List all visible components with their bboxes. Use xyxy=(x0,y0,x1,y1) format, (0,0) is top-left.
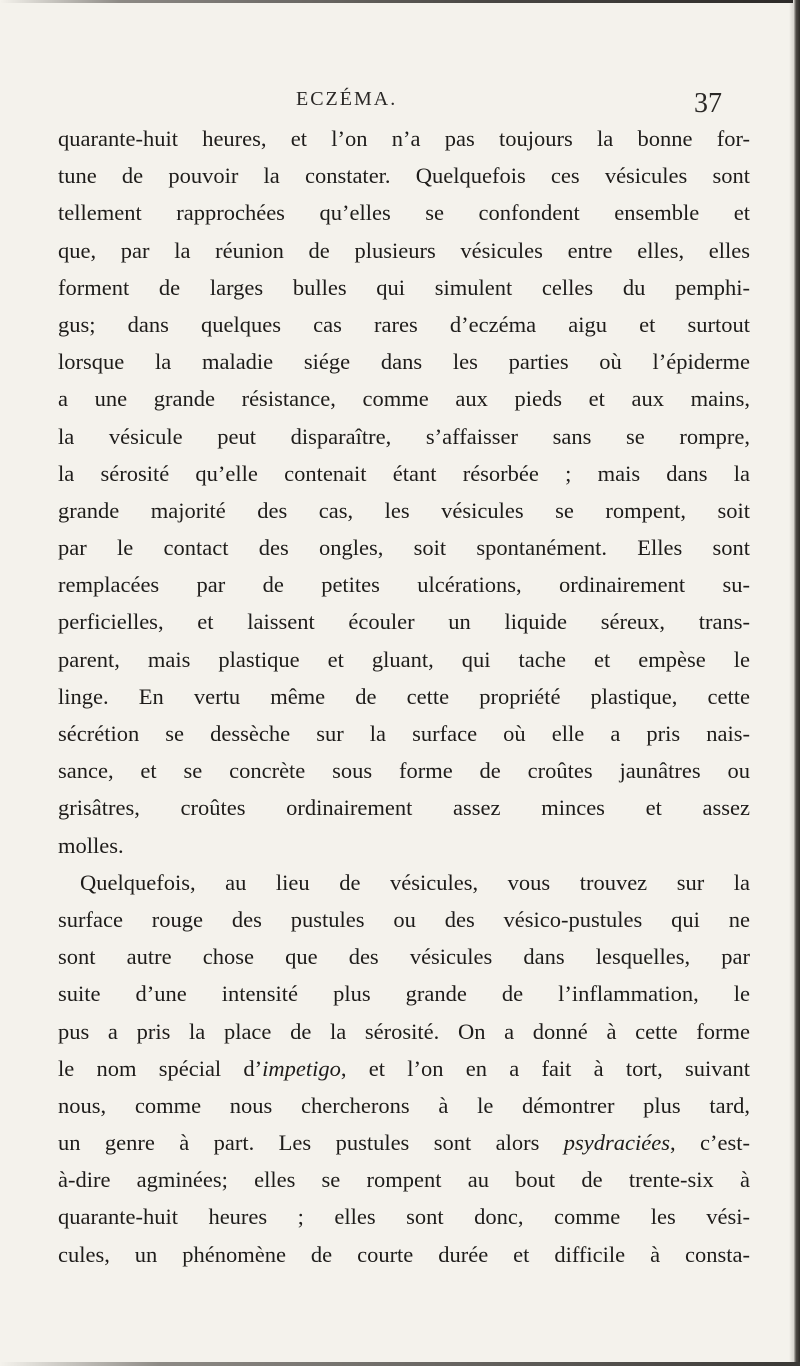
text-line: cules, un phénomène de courte durée et difficile à consta- xyxy=(58,1241,750,1267)
text-line: tellement rapprochées qu’elles se confondent ensemble et xyxy=(58,200,750,226)
text-line: grisâtres, croûtes ordinairement assez minces et assez xyxy=(58,795,750,821)
text-line-psydraciees xyxy=(58,1124,750,1161)
text-line: lorsque la maladie siége dans les parties où l’épiderme xyxy=(58,349,750,375)
text-line: forment de larges bulles qui simulent celles du pemphi- xyxy=(58,274,750,300)
running-head: ECZÉMA. xyxy=(296,88,398,110)
text-segment: le nom spécial d’ xyxy=(58,1055,263,1081)
page-number: 37 xyxy=(694,88,722,119)
text-line: sont autre chose que des vésicules dans lesquelles, par xyxy=(58,944,750,970)
text-line-impetigo xyxy=(58,1050,750,1087)
text-line: linge. En vertu même de cette propriété plastique, cette xyxy=(58,683,750,709)
text-line: la sérosité qu’elle contenait étant résorbée ; mais dans la xyxy=(58,460,750,486)
text-line: a une grande résistance, comme aux pieds et aux mains, xyxy=(58,386,750,412)
text-line: parent, mais plastique et gluant, qui tache et empèse le xyxy=(58,646,750,672)
text-line: la vésicule peut disparaître, s’affaisser sans se rompre, xyxy=(58,423,750,449)
text-segment: , et l’on en a fait à tort, suivant xyxy=(340,1055,750,1081)
text-line: remplacées par de petites ulcérations, ordinairement su- xyxy=(58,572,750,598)
text-line: sécrétion se dessèche sur la surface où elle a pris nais- xyxy=(58,721,750,746)
italic-term-impetigo: impetigo xyxy=(262,1055,341,1081)
text-line: grande majorité des cas, les vésicules se rompent, soit xyxy=(58,497,750,523)
text-line: quarante-huit heures ; elles sont donc, comme les vési- xyxy=(58,1204,750,1230)
text-line: suite d’une intensité plus grande de l’inflammation, le xyxy=(58,981,750,1007)
body-text xyxy=(58,120,750,1273)
text-line: quarante-huit heures, et l’on n’a pas toujours la bonne for- xyxy=(58,126,750,151)
text-segment: , c’est- xyxy=(670,1130,750,1156)
text-line: surface rouge des pustules ou des vésico-pustules qui ne xyxy=(58,906,750,932)
text-line: gus; dans quelques cas rares d’eczéma aigu et surtout xyxy=(58,311,750,337)
text-line: pus a pris la place de la sérosité. On a donné à cette forme xyxy=(58,1018,750,1044)
text-line: molles. xyxy=(58,832,124,858)
text-line: perficielles, et laissent écouler un liquide séreux, trans- xyxy=(58,609,750,635)
page-right-edge xyxy=(793,0,800,1366)
text-line: tune de pouvoir la constater. Quelquefois ces vésicules sont xyxy=(58,163,750,189)
italic-term-psydraciees: psydraciées xyxy=(563,1130,670,1156)
text-line: nous, comme nous chercherons à le démontrer plus tard, xyxy=(58,1092,750,1118)
text-line: par le contact des ongles, soit spontanément. Elles sont xyxy=(58,535,750,561)
text-segment: un genre à part. Les pustules sont alors xyxy=(58,1130,564,1156)
paragraph-start-line: Quelquefois, au lieu de vésicules, vous trouvez sur la xyxy=(80,869,750,895)
text-line: que, par la réunion de plusieurs vésicules entre elles, elles xyxy=(58,237,750,263)
text-line: à-dire agminées; elles se rompent au bout de trente-six à xyxy=(58,1167,750,1193)
text-line: sance, et se concrète sous forme de croûtes jaunâtres ou xyxy=(58,758,750,784)
page-top-edge xyxy=(0,0,800,3)
page-bottom-edge xyxy=(0,1362,800,1366)
